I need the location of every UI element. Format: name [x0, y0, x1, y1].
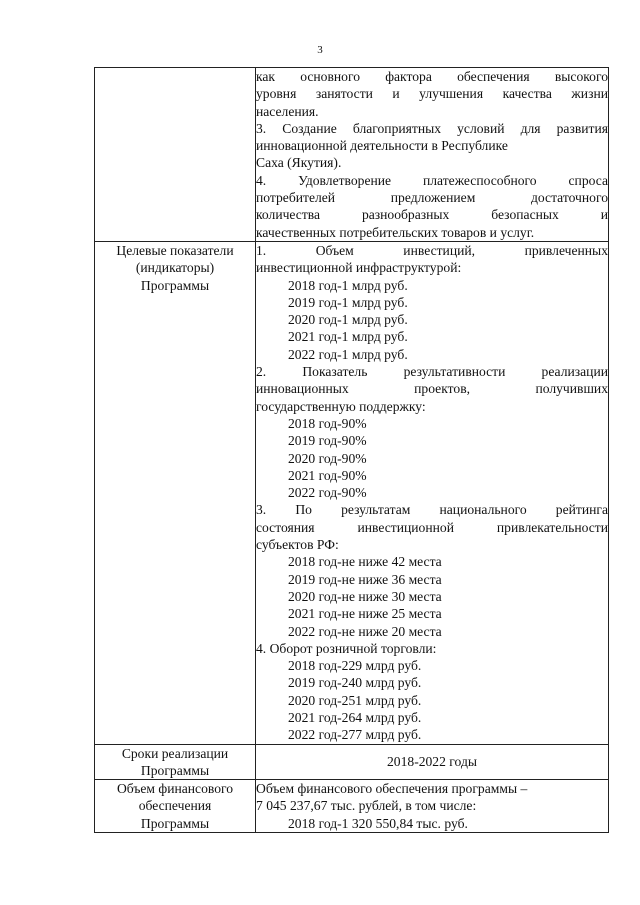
indicator-3-title: субъектов РФ: — [256, 537, 339, 553]
goals-line: инновационной деятельности в Республике — [256, 138, 508, 154]
goals-line: количества разнообразных безопасных и — [256, 207, 608, 223]
page-number: 3 — [317, 44, 323, 56]
goals-line: качественных потребительских товаров и услуг. — [256, 224, 535, 240]
indicator-1-title: инвестиционной инфраструктурой: — [256, 260, 462, 276]
terms-value: 2018-2022 годы — [256, 744, 609, 780]
indicator-3-value: 2022 год-не ниже 20 места — [288, 623, 442, 639]
indicator-2-title: инновационных проектов, получивших — [256, 381, 608, 397]
goals-line: уровня занятости и улучшения качества жизни — [256, 86, 608, 102]
indicator-1-value: 2020 год-1 млрд руб. — [288, 312, 408, 328]
row-terms-label-cell — [95, 744, 256, 780]
indicator-3-title: состояния инвестиционной привлекательности — [256, 519, 608, 535]
indicator-3-title: 3. По результатам национального рейтинга — [256, 502, 608, 518]
indicator-4-value: 2019 год-240 млрд руб. — [288, 675, 422, 691]
indicator-2-value: 2021 год-90% — [288, 467, 367, 483]
finance-line: Объем финансового обеспечения программы – — [256, 781, 528, 797]
indicator-3-value: 2018 год-не ниже 42 места — [288, 554, 442, 570]
finance-line: 7 045 237,67 тыс. рублей, в том числе: — [256, 798, 477, 814]
indicator-2-value: 2019 год-90% — [288, 433, 367, 449]
row-indicators-label-cell — [95, 241, 256, 744]
indicator-1-title: 1. Объем инвестиций, привлеченных — [256, 242, 608, 258]
finance-label-line: Программы — [140, 815, 210, 831]
goals-line: как основного фактора обеспечения высокого — [256, 69, 608, 84]
row-goals-label-cell — [95, 68, 256, 242]
indicator-3-value: 2021 год-не ниже 25 места — [288, 606, 442, 622]
indicators-label-line: (индикаторы) — [135, 260, 215, 276]
goals-line: 3. Создание благоприятных условий для развития — [256, 120, 608, 136]
indicator-3-value: 2020 год-не ниже 30 места — [288, 588, 442, 604]
row-indicators-text-cell — [256, 241, 609, 744]
terms-label-line: Сроки реализации — [121, 745, 229, 761]
row-terms — [95, 744, 609, 780]
indicator-2-title: 2. Показатель результативности реализации — [256, 364, 608, 380]
indicator-3-value: 2019 год-не ниже 36 места — [288, 571, 442, 587]
row-finance-text-cell — [256, 780, 609, 833]
finance-label-line: обеспечения — [138, 798, 212, 814]
indicator-2-value: 2018 год-90% — [288, 415, 367, 431]
row-finance — [95, 780, 609, 833]
row-indicators — [95, 241, 609, 744]
program-passport-table — [94, 67, 609, 833]
row-goals-text-cell — [256, 68, 609, 242]
terms-label-line: Программы — [140, 762, 210, 778]
finance-year-line: 2018 год-1 320 550,84 тыс. руб. — [288, 815, 468, 831]
goals-line: потребителей предложением достаточного — [256, 190, 608, 206]
indicator-2-value: 2020 год-90% — [288, 450, 367, 466]
indicator-2-value: 2022 год-90% — [288, 485, 367, 501]
indicator-4-value: 2022 год-277 млрд руб. — [288, 727, 422, 743]
indicator-4-title: 4. Оборот розничной торговли: — [256, 640, 437, 656]
goals-line: Саха (Якутия). — [256, 155, 342, 171]
goals-line: 4. Удовлетворение платежеспособного спроса — [256, 172, 608, 188]
indicators-label-line: Программы — [140, 277, 210, 293]
indicator-2-title: государственную поддержку: — [256, 398, 426, 414]
indicator-4-value: 2020 год-251 млрд руб. — [288, 692, 422, 708]
finance-label-line: Объем финансового — [116, 781, 234, 797]
indicator-4-value: 2021 год-264 млрд руб. — [288, 709, 422, 725]
indicator-1-value: 2018 год-1 млрд руб. — [288, 277, 408, 293]
indicator-1-value: 2021 год-1 млрд руб. — [288, 329, 408, 345]
row-goals-continued — [95, 68, 609, 242]
goals-line: населения. — [256, 103, 319, 119]
indicators-label-line: Целевые показатели — [116, 242, 234, 258]
indicator-1-value: 2019 год-1 млрд руб. — [288, 294, 408, 310]
indicator-4-value: 2018 год-229 млрд руб. — [288, 658, 422, 674]
indicator-1-value: 2022 год-1 млрд руб. — [288, 346, 408, 362]
row-finance-label-cell — [95, 780, 256, 833]
